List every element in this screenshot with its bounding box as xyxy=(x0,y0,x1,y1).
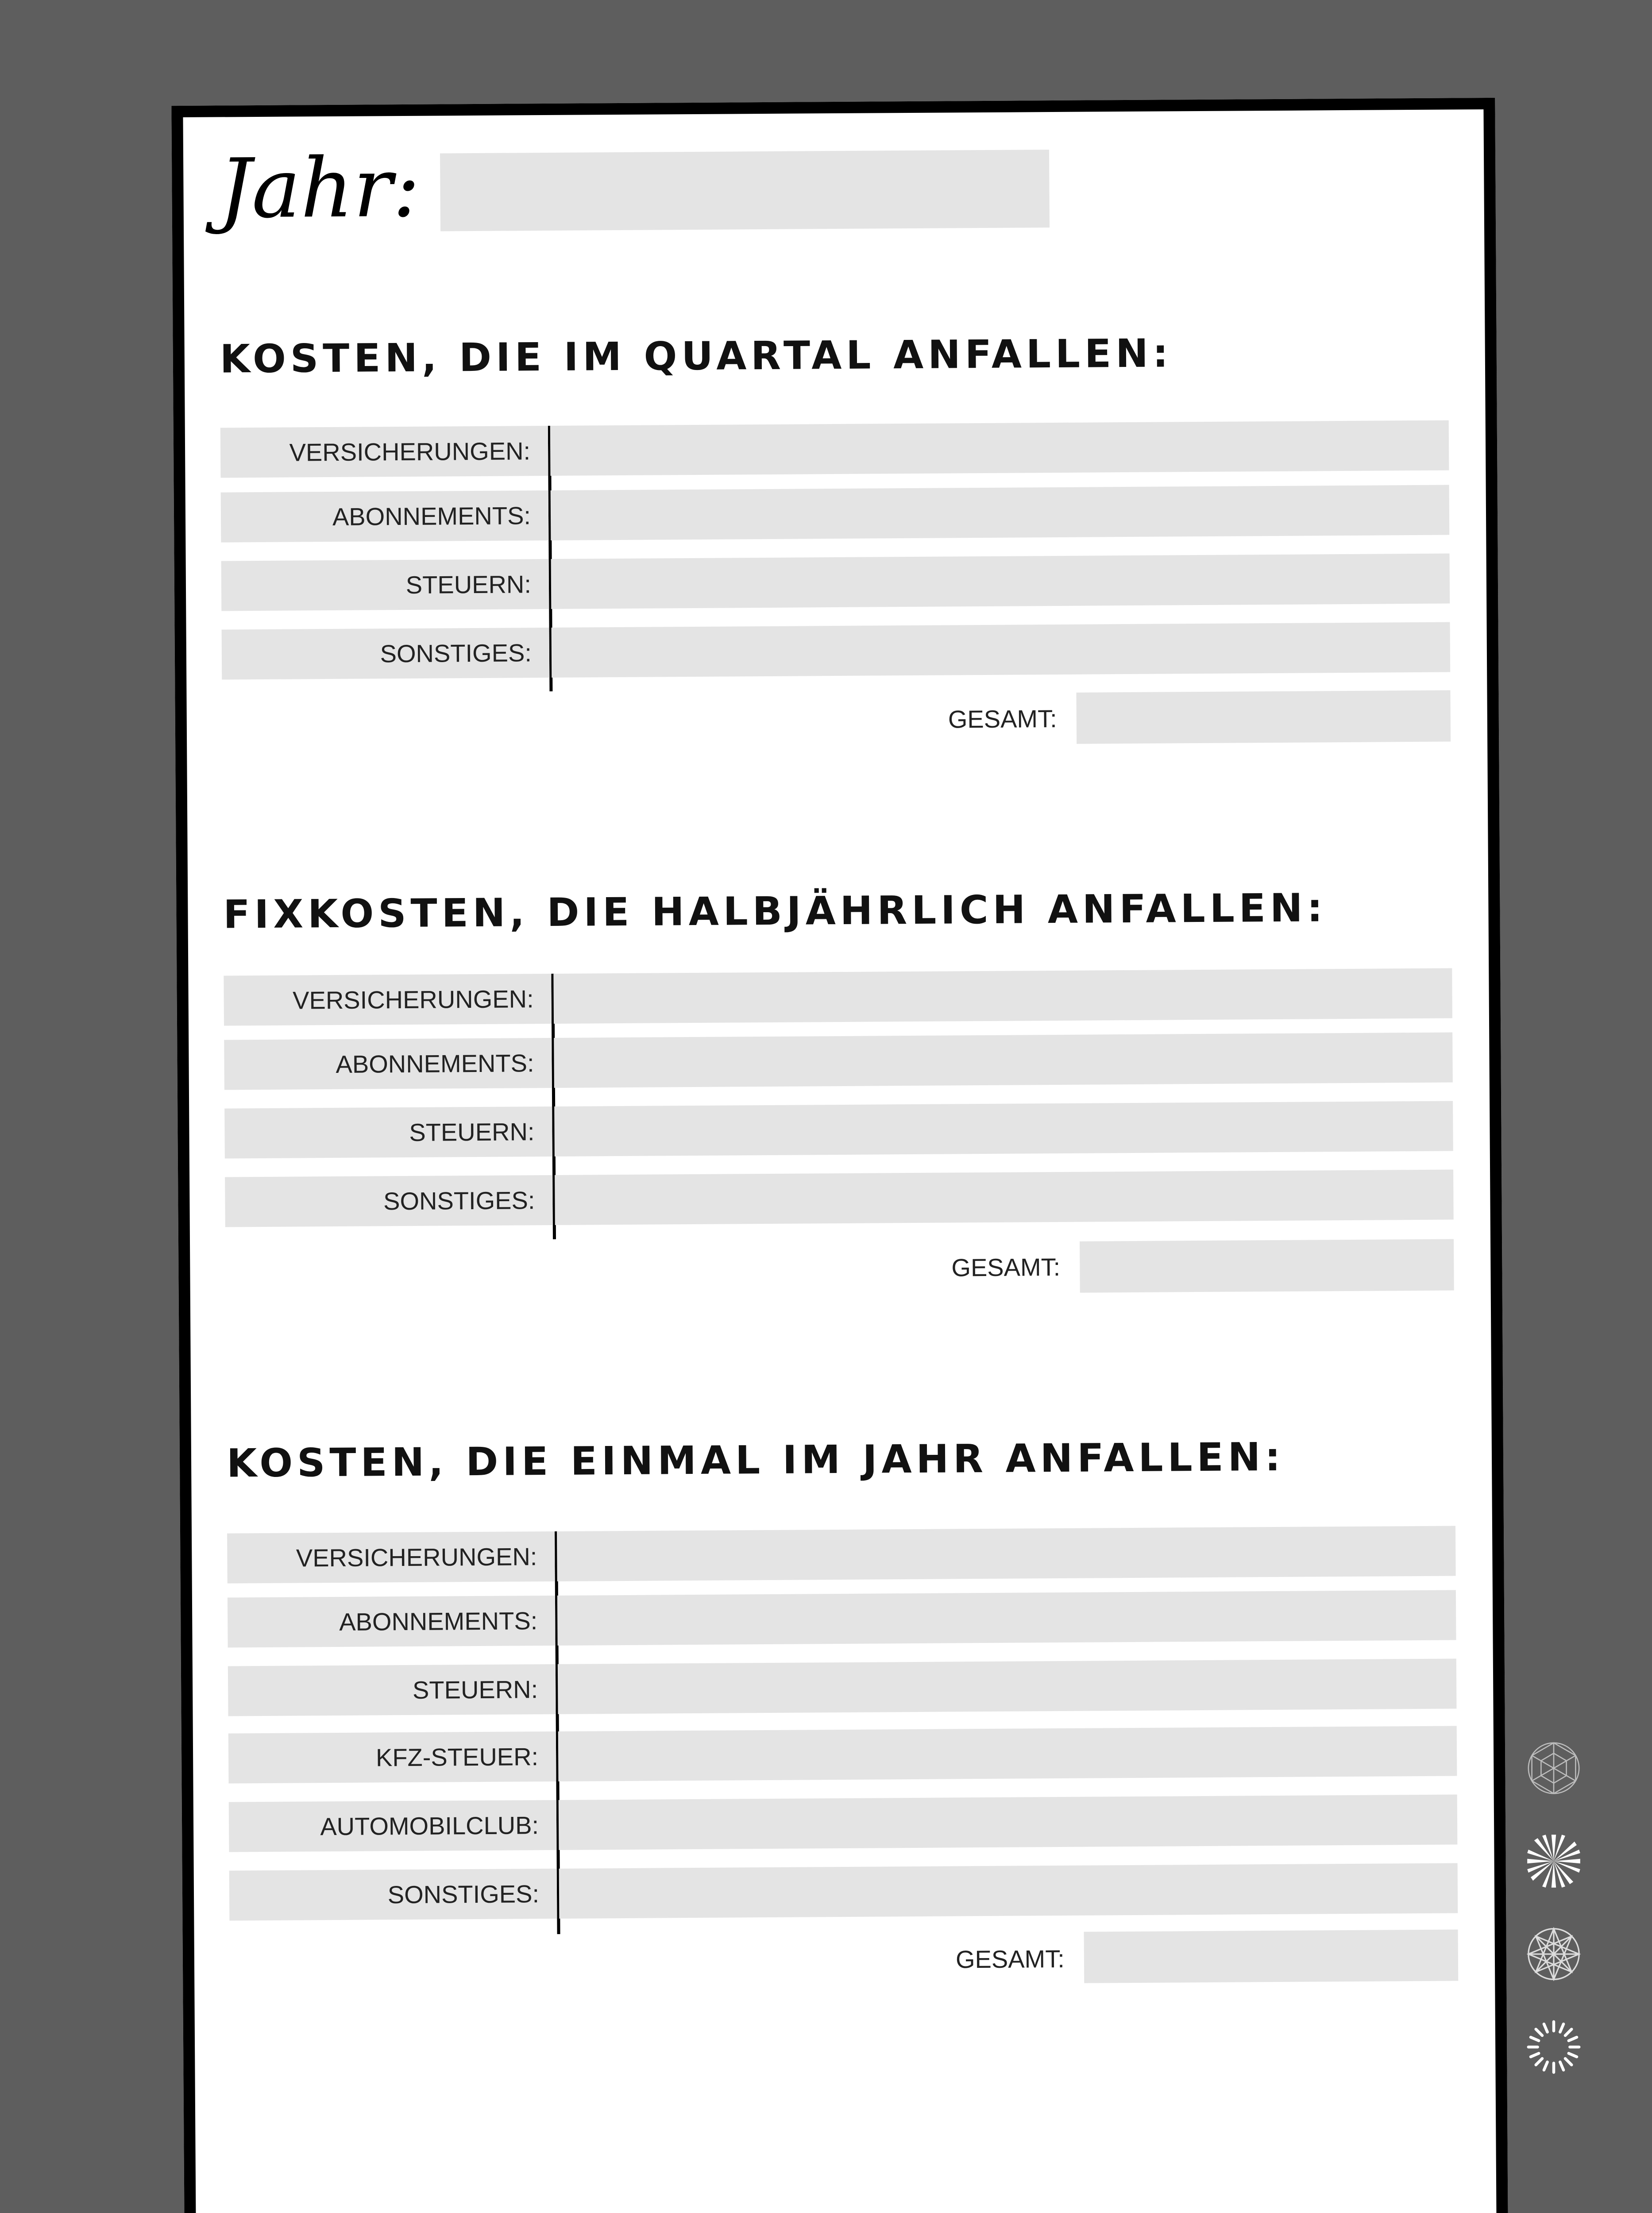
amount-input[interactable] xyxy=(559,1795,1458,1850)
total-label: GESAMT: xyxy=(951,1253,1061,1282)
amount-input[interactable] xyxy=(557,1590,1456,1646)
row-label: SONSTIGES: xyxy=(229,1869,557,1921)
row-insurance xyxy=(220,420,1449,478)
row-label: VERSICHERUNGEN: xyxy=(220,426,548,478)
row-taxes xyxy=(221,554,1450,611)
row-subscriptions xyxy=(228,1590,1456,1648)
year-input[interactable] xyxy=(440,150,1050,231)
row-label: STEUERN: xyxy=(221,559,549,611)
star-circle-icon[interactable] xyxy=(1525,1925,1583,1983)
row-label: ABONNEMENTS: xyxy=(221,490,549,543)
total-input[interactable] xyxy=(1076,690,1451,744)
amount-input[interactable] xyxy=(550,420,1449,476)
row-label: STEUERN: xyxy=(228,1664,556,1716)
row-other xyxy=(225,1170,1454,1227)
row-label: ABONNEMENTS: xyxy=(228,1596,556,1648)
row-label: SONSTIGES: xyxy=(225,1175,553,1227)
total-label: GESAMT: xyxy=(948,704,1057,733)
total-input[interactable] xyxy=(1080,1239,1454,1293)
total-label: GESAMT: xyxy=(955,1944,1065,1974)
row-other xyxy=(222,622,1451,680)
row-taxes xyxy=(228,1659,1457,1716)
amount-input[interactable] xyxy=(553,968,1452,1024)
sunburst-icon[interactable] xyxy=(1525,1832,1583,1890)
row-label: VERSICHERUNGEN: xyxy=(224,974,552,1026)
row-label: KFZ-STEUER: xyxy=(228,1731,556,1784)
planner-sheet xyxy=(171,98,1508,2213)
row-taxes xyxy=(224,1101,1453,1159)
row-label: SONSTIGES: xyxy=(222,628,550,680)
row-label: STEUERN: xyxy=(224,1106,552,1159)
amount-input[interactable] xyxy=(554,1101,1453,1157)
row-vehicle-tax xyxy=(228,1726,1457,1784)
ring-burst-icon[interactable] xyxy=(1525,2018,1583,2076)
row-other xyxy=(229,1863,1458,1921)
year-label: Jahr: xyxy=(218,139,421,237)
amount-input[interactable] xyxy=(551,485,1450,540)
row-label: VERSICHERUNGEN: xyxy=(227,1531,555,1584)
row-label: AUTOMOBILCLUB: xyxy=(229,1800,557,1852)
row-automobile-club xyxy=(229,1795,1458,1852)
row-label: ABONNEMENTS: xyxy=(224,1038,552,1090)
section-title-yearly: KOSTEN, DIE EINMAL IM JAHR ANFALLEN: xyxy=(226,1434,1285,1486)
amount-input[interactable] xyxy=(558,1726,1457,1781)
geodesic-sphere-icon[interactable] xyxy=(1525,1739,1583,1797)
total-input[interactable] xyxy=(1084,1930,1459,1983)
amount-input[interactable] xyxy=(554,1033,1453,1088)
amount-input[interactable] xyxy=(559,1863,1458,1919)
row-insurance xyxy=(224,968,1452,1026)
row-subscriptions xyxy=(224,1033,1453,1090)
section-title-semiannual: FIXKOSTEN, DIE HALBJÄHRLICH ANFALLEN: xyxy=(223,885,1328,937)
section-title-quarterly: KOSTEN, DIE IM QUARTAL ANFALLEN: xyxy=(220,330,1173,382)
amount-input[interactable] xyxy=(551,554,1450,609)
row-insurance xyxy=(227,1526,1456,1584)
amount-input[interactable] xyxy=(552,622,1451,678)
amount-input[interactable] xyxy=(558,1659,1457,1714)
row-subscriptions xyxy=(221,485,1450,543)
amount-input[interactable] xyxy=(557,1526,1456,1581)
amount-input[interactable] xyxy=(555,1170,1454,1225)
